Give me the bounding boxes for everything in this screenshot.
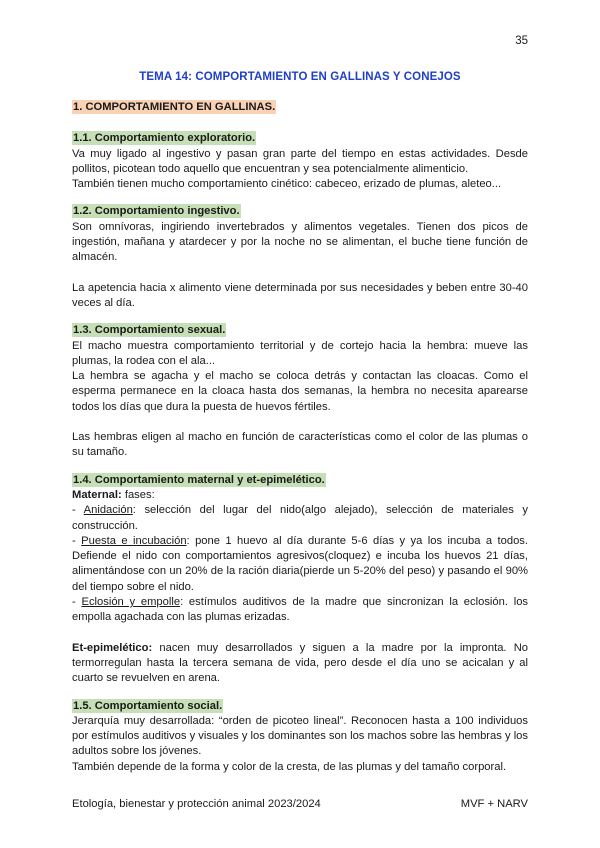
page-number: 35 [515,35,528,47]
list-text: : pone 1 huevo al día durante 5-6 días y ya los incuba a todos. Defiende el nido con comportamientos agresivos(cloquez) e incuba los huevos 21 días, alimentándose con un 20% de la ración diaria(pierde un 5-20% del peso) y pasando el 90% del tiempo sobre el nido. [72,534,529,593]
maternal-line [72,488,528,503]
paragraph: Las hembras eligen al macho en función de características como el color de las plumas o su tamaño. [72,431,528,459]
list-item [72,534,528,595]
document-title: TEMA 14: COMPORTAMIENTO EN GALLINAS Y CONEJOS [139,71,461,83]
et-label: Et-epimelético: [72,641,153,654]
list-term: Eclosión y empolle [81,596,181,609]
subsection-ingestivo [72,204,528,311]
section-heading-gallinas [72,100,528,115]
paragraph: Jerarquía muy desarrollada: “orden de picoteo lineal”. Reconocen hasta a 100 individuos por estímulos auditivos y visuales y los dominantes son los machos sobre las hembras y los adultos sobre los jóvenes. [72,714,528,758]
list-text: : selección del lugar del nido(algo alejado), selección de materiales y construcción. [72,504,528,532]
subsection-exploratorio [72,131,528,192]
list-dash: - [72,534,82,547]
subsection-heading: 1.3. Comportamiento sexual. [73,324,226,337]
et-text: nacen muy desarrollados y siguen a la madre por la impronta. No termorregulan hasta la tercera semana de vida, pero desde el día uno se acicalan y al cuarto se revuelven en arena. [72,641,528,685]
list-item [72,595,528,626]
subsection-social [72,699,528,775]
paragraph: También depende de la forma y color de la cresta, de las plumas y del tamaño corporal. [72,760,507,773]
subsection-heading: 1.5. Comportamiento social. [73,699,223,712]
maternal-text: fases: [121,488,155,501]
paragraph: Va muy ligado al ingestivo y pasan gran parte del tiempo en estas actividades. Desde pollitos, picotean todo aquello que encuentran y sea potencialmente alimenticio. [72,147,528,175]
section-heading-text: 1. COMPORTAMIENTO EN GALLINAS. [73,101,276,113]
paragraph: El macho muestra comportamiento territorial y de cortejo hacia la hembra: mueve las plumas, la rodea con el ala... [72,339,528,367]
list-term: Anidación [83,504,133,517]
list-item [72,503,528,534]
list-dash: - [72,596,82,609]
subsection-heading: 1.1. Comportamiento exploratorio. [73,132,256,145]
list-term: Puesta e incubación [81,534,187,547]
footer-course: Etología, bienestar y protección animal 2023/2024 [72,798,321,810]
list-dash: - [72,504,84,517]
paragraph: La apetencia hacia x alimento viene determinada por sus necesidades y beben entre 30-40 veces al día. [72,281,528,309]
subsection-heading: 1.2. Comportamiento ingestivo. [73,205,240,218]
maternal-label: Maternal: [72,488,122,501]
paragraph: La hembra se agacha y el macho se coloca detrás y contactan las cloacas. Como el esperma permanece en la cloaca hasta dos semanas, la hembra no necesita aparearse todos los días que dura la puesta de huevos fértiles. [72,370,528,413]
et-epimeletico-paragraph [72,641,528,687]
document-body [72,100,528,775]
paragraph: También tienen mucho comportamiento cinético: cabeceo, erizado de plumas, aleteo... [72,178,502,191]
subsection-maternal [72,473,528,687]
subsection-sexual [72,323,528,460]
subsection-heading: 1.4. Comportamiento maternal y et-epimelético. [73,473,325,486]
footer-authors: MVF + NARV [460,798,528,810]
paragraph: Son omnívoras, ingiriendo invertebrados y alimentos vegetales. Tienen dos picos de ingestión, mañana y atardecer y por la noche no se alimentan, el buche tiene función de almacén. [72,220,528,264]
list-text: : estímulos auditivos de la madre que sincronizan la eclosión. los empolla agachada con las plumas erizadas. [72,596,529,624]
